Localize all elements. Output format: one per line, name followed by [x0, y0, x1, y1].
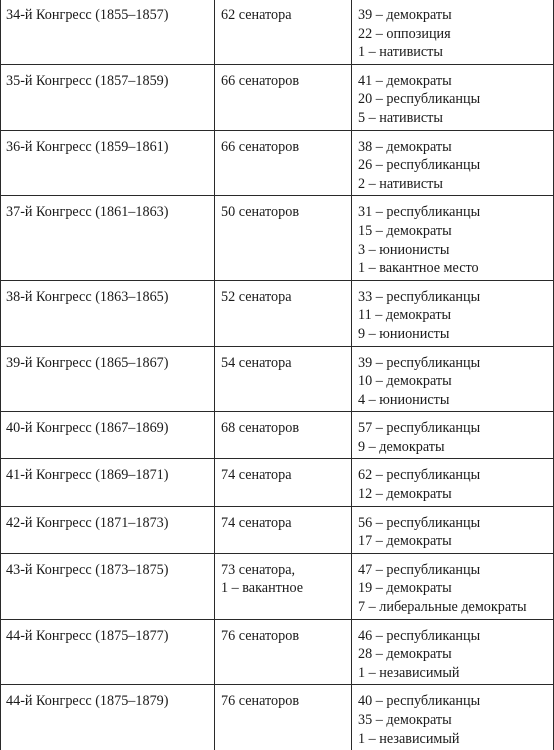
congress-cell: [1, 619, 215, 685]
seats-line: 52 сенатора: [221, 288, 292, 305]
party-line: 39 – республиканцы: [358, 354, 481, 371]
seats-cell: [215, 459, 352, 506]
table-row: [1, 130, 554, 196]
congress-cell: [1, 0, 215, 64]
seats-cell: [215, 280, 352, 346]
congress-cell: [1, 459, 215, 506]
table-row: [1, 196, 554, 280]
parties-cell: [352, 346, 554, 412]
party-line: 10 – демократы: [358, 373, 452, 390]
table-row: [1, 459, 554, 506]
party-line: 28 – демократы: [358, 646, 452, 663]
party-line: 1 – независимый: [358, 730, 460, 747]
seats-line: 76 сенаторов: [221, 627, 300, 644]
party-line: 39 – демократы: [358, 7, 452, 23]
congress-label: 38-й Конгресс (1863–1865): [6, 288, 169, 305]
congress-label: 41-й Конгресс (1869–1871): [6, 467, 169, 484]
congress-cell: [1, 280, 215, 346]
seats-cell: [215, 506, 352, 553]
congress-cell: [1, 685, 215, 750]
congress-label: 44-й Конгресс (1875–1879): [6, 693, 169, 710]
party-line: 62 – республиканцы: [358, 467, 481, 484]
seats-cell: [215, 412, 352, 459]
congress-label: 43-й Конгресс (1873–1875): [6, 561, 169, 578]
seats-line: 62 сенатора: [221, 7, 292, 23]
seats-line: 68 сенаторов: [221, 420, 300, 437]
parties-cell: [352, 506, 554, 553]
party-line: 15 – демократы: [358, 222, 452, 239]
congress-label: 34-й Конгресс (1855–1857): [6, 7, 169, 23]
seats-cell: [215, 196, 352, 280]
table-row: [1, 64, 554, 130]
congress-label: 40-й Конгресс (1867–1869): [6, 420, 169, 437]
seats-cell: [215, 685, 352, 750]
seats-line: 50 сенаторов: [221, 204, 300, 221]
table-row: [1, 0, 554, 64]
party-line: 4 – юнионисты: [358, 391, 450, 408]
congress-label: 44-й Конгресс (1875–1877): [6, 627, 169, 644]
party-line: 7 – либеральные демократы: [358, 599, 527, 616]
party-line: 17 – демократы: [358, 533, 452, 550]
congress-cell: [1, 412, 215, 459]
party-line: 1 – вакантное место: [358, 260, 479, 277]
seats-line: 76 сенаторов: [221, 693, 300, 710]
party-line: 31 – республиканцы: [358, 204, 481, 221]
party-line: 11 – демократы: [358, 307, 452, 324]
parties-cell: [352, 412, 554, 459]
congress-cell: [1, 196, 215, 280]
table-row: [1, 553, 554, 619]
seats-line: 73 сенатора,: [221, 561, 296, 578]
party-line: 20 – республиканцы: [358, 91, 481, 108]
party-line: 1 – нативисты: [358, 44, 443, 61]
table-row: [1, 619, 554, 685]
parties-cell: [352, 619, 554, 685]
parties-cell: [352, 196, 554, 280]
congress-cell: [1, 64, 215, 130]
congress-cell: [1, 506, 215, 553]
seats-cell: [215, 346, 352, 412]
party-line: 9 – демократы: [358, 438, 445, 455]
party-line: 40 – республиканцы: [358, 693, 481, 710]
congress-cell: [1, 346, 215, 412]
party-line: 12 – демократы: [358, 486, 452, 503]
parties-cell: [352, 280, 554, 346]
seats-line: 66 сенаторов: [221, 72, 300, 89]
seats-cell: [215, 130, 352, 196]
seats-line: 66 сенаторов: [221, 138, 300, 155]
party-line: 56 – республиканцы: [358, 514, 481, 531]
congress-label: 42-й Конгресс (1871–1873): [6, 514, 169, 531]
party-line: 57 – республиканцы: [358, 420, 481, 437]
parties-cell: [352, 685, 554, 750]
parties-cell: [352, 64, 554, 130]
congress-label: 39-й Конгресс (1865–1867): [6, 354, 169, 371]
seats-cell: [215, 0, 352, 64]
seats-line: 54 сенатора: [221, 354, 292, 371]
seats-line: 74 сенатора: [221, 514, 292, 531]
party-line: 26 – республиканцы: [358, 157, 481, 174]
table-row: [1, 685, 554, 750]
parties-cell: [352, 459, 554, 506]
parties-cell: [352, 130, 554, 196]
seats-cell: [215, 64, 352, 130]
congress-label: 35-й Конгресс (1857–1859): [6, 72, 169, 89]
table-row: [1, 412, 554, 459]
party-line: 33 – республиканцы: [358, 288, 481, 305]
party-line: 2 – нативисты: [358, 175, 443, 192]
seats-line: 74 сенатора: [221, 467, 292, 484]
party-line: 35 – демократы: [358, 712, 452, 728]
party-line: 19 – демократы: [358, 580, 452, 597]
congress-cell: [1, 130, 215, 196]
congress-label: 36-й Конгресс (1859–1861): [6, 138, 169, 155]
party-line: 38 – демократы: [358, 138, 452, 155]
table-body: [1, 0, 554, 750]
seats-cell: [215, 619, 352, 685]
party-line: 5 – нативисты: [358, 109, 443, 126]
party-line: 47 – республиканцы: [358, 561, 481, 578]
seats-cell: [215, 553, 352, 619]
table-row: [1, 280, 554, 346]
party-line: 1 – независимый: [358, 664, 460, 681]
congress-cell: [1, 553, 215, 619]
congress-label: 37-й Конгресс (1861–1863): [6, 204, 169, 221]
party-line: 41 – демократы: [358, 72, 452, 89]
table-row: [1, 346, 554, 412]
seats-line: 1 – вакантное: [221, 580, 304, 597]
table-row: [1, 506, 554, 553]
parties-cell: [352, 553, 554, 619]
party-line: 46 – республиканцы: [358, 627, 481, 644]
party-line: 3 – юнионисты: [358, 241, 450, 258]
parties-cell: [352, 0, 554, 64]
party-line: 22 – оппозиция: [358, 25, 451, 42]
party-line: 9 – юнионисты: [358, 325, 450, 342]
